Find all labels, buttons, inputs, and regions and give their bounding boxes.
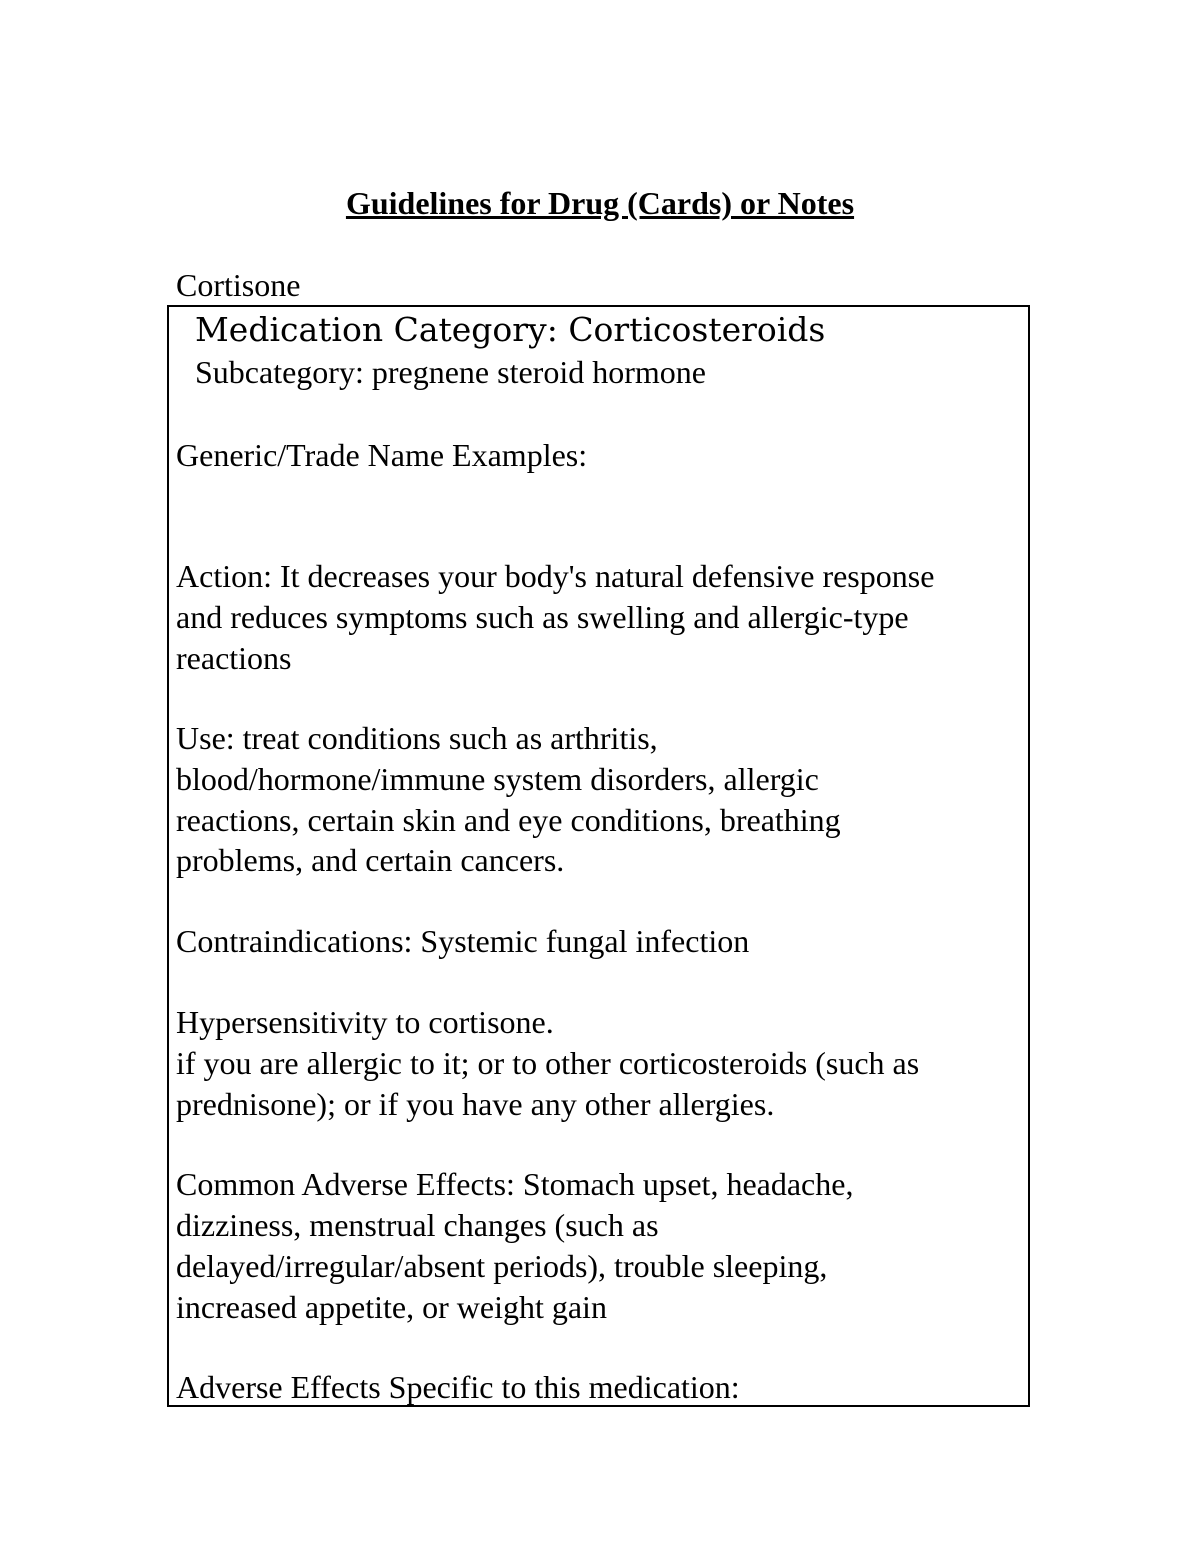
common-adverse-line-4: increased appetite, or weight gain [176,1289,607,1325]
page-title: Guidelines for Drug (Cards) or Notes [345,185,855,221]
use-line-1: Use: treat conditions such as arthritis, [176,720,658,756]
generic-trade-label: Generic/Trade Name Examples: [176,437,588,473]
action-line-2: and reduces symptoms such as swelling and allergic-type [176,599,909,635]
action-line-1: Action: It decreases your body's natural defensive response [176,558,935,594]
specific-adverse-label: Adverse Effects Specific to this medication: [176,1369,740,1405]
common-adverse-line-3: delayed/irregular/absent periods), trouble sleeping, [176,1248,828,1284]
use-line-2: blood/hormone/immune system disorders, allergic [176,761,819,797]
hypersensitivity-line-3: prednisone); or if you have any other allergies. [176,1086,775,1122]
action-line-3: reactions [176,640,292,676]
use-line-3: reactions, certain skin and eye conditions, breathing [176,802,841,838]
medication-category: Medication Category: Corticosteroids [195,310,826,349]
contraindications-line: Contraindications: Systemic fungal infection [176,923,750,959]
common-adverse-line-2: dizziness, menstrual changes (such as [176,1207,659,1243]
medication-subcategory: Subcategory: pregnene steroid hormone [195,354,706,390]
drug-name: Cortisone [176,267,301,303]
hypersensitivity-line-2: if you are allergic to it; or to other corticosteroids (such as [176,1045,920,1081]
common-adverse-line-1: Common Adverse Effects: Stomach upset, headache, [176,1166,854,1202]
hypersensitivity-line-1: Hypersensitivity to cortisone. [176,1004,554,1040]
use-line-4: problems, and certain cancers. [176,842,565,878]
